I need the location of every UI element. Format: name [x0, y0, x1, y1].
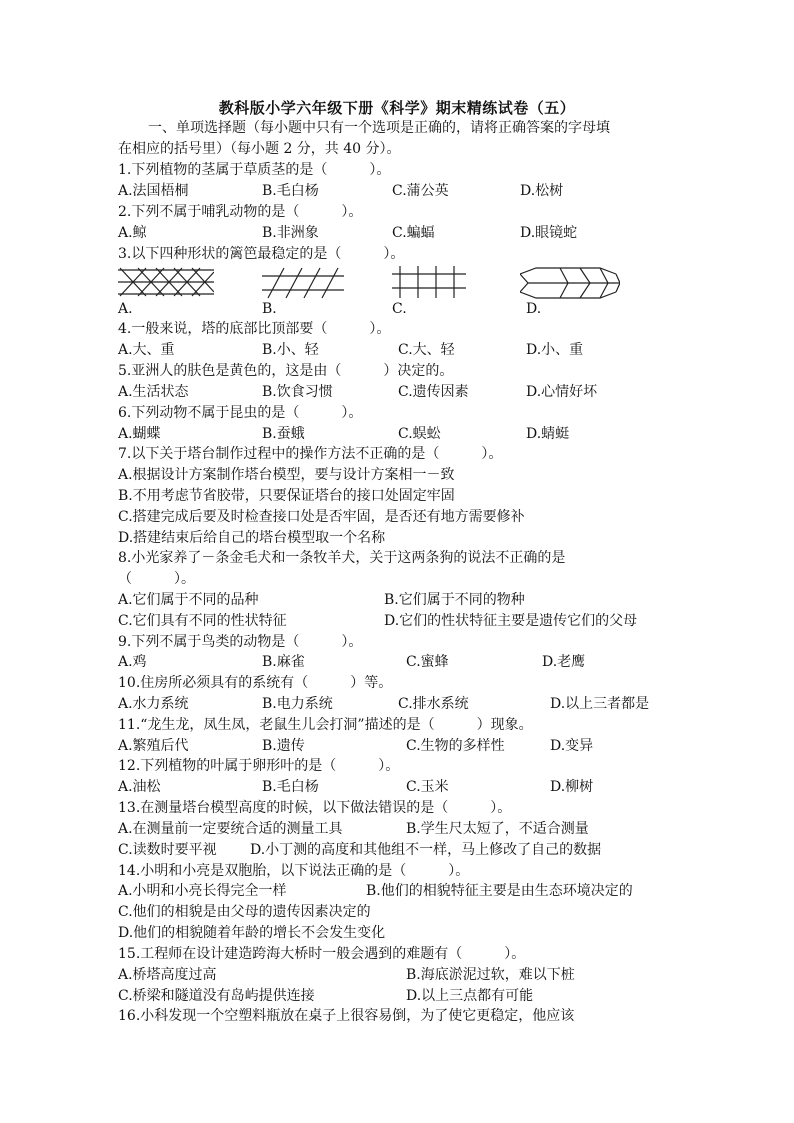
q12-option-c: C.玉米 [406, 779, 449, 795]
question-2-stem: 2.下列不属于哺乳动物的是（ ）。 [118, 204, 363, 220]
q9-option-d: D.老鹰 [542, 654, 586, 670]
fence-figure-a [118, 266, 214, 300]
q7-option-c: C.搭建完成后要及时检查接口处是否牢固，是否还有地方需要修补 [118, 509, 525, 525]
q3-option-b: B. [262, 301, 277, 317]
question-11-stem: 11.“龙生龙，凤生凤，老鼠生儿会打洞”描述的是（ ）现象。 [118, 717, 533, 733]
q5-option-c: C.遗传因素 [398, 384, 469, 400]
q7-option-b: B.不用考虑节省胶带，只要保证塔台的接口处固定牢固 [118, 488, 455, 504]
question-4-stem: 4.一般来说，塔的底部比顶部要（ ）。 [118, 321, 391, 337]
question-9-stem: 9.下列不属于鸟类的动物是（ ）。 [118, 634, 363, 650]
q1-option-b: B.毛白杨 [262, 183, 319, 199]
q5-option-d: D.心情好坏 [526, 384, 598, 400]
q14-option-a: A.小明和小亮长得完全一样 [118, 883, 287, 899]
q9-option-b: B.麻雀 [262, 654, 305, 670]
q14-option-d: D.他们的相貌随着年龄的增长不会发生变化 [118, 925, 386, 941]
q8-option-a: A.它们属于不同的品种 [118, 592, 259, 608]
q8-option-b: B.它们属于不同的物种 [384, 592, 525, 608]
section-instruction-line-2: 在相应的括号里）（每小题 2 分，共 40 分）。 [118, 141, 401, 157]
q4-option-c: C.大、轻 [398, 342, 455, 358]
q2-option-d: D.眼镜蛇 [520, 225, 578, 241]
q11-option-b: B.遗传 [262, 738, 305, 754]
q5-option-a: A.生活状态 [118, 384, 189, 400]
question-1-stem: 1.下列植物的茎属于草质茎的是（ ）。 [118, 162, 391, 178]
fence-figure-c [392, 266, 466, 300]
q13-option-c: C.读数时要平视 [118, 842, 217, 858]
question-3-stem: 3.以下四种形状的篱笆最稳定的是（ ）。 [118, 246, 405, 262]
q10-option-c: C.排水系统 [398, 696, 469, 712]
q7-option-a: A.根据设计方案制作塔台模型，要与设计方案相一－致 [118, 467, 455, 483]
q4-option-a: A.大、重 [118, 342, 175, 358]
q3-option-a: A. [118, 301, 133, 317]
page-title: 教科版小学六年级下册《科学》期末精练试卷（五） [218, 99, 576, 117]
q8-option-c: C.它们具有不同的性状特征 [118, 613, 287, 629]
fence-figure-d [520, 266, 620, 300]
q14-option-b: B.他们的相貌特征主要是由生态环境决定的 [366, 883, 633, 899]
q15-option-b: B.海底淤泥过软，难以下桩 [406, 967, 575, 983]
q10-option-d: D.以上三者都是 [550, 696, 650, 712]
q2-option-a: A.鲸 [118, 225, 147, 241]
q15-option-c: C.桥梁和隧道没有岛屿提供连接 [118, 988, 315, 1004]
q4-option-b: B.小、轻 [262, 342, 319, 358]
q6-option-a: A.蝴蝶 [118, 426, 161, 442]
q15-option-a: A.桥塔高度过高 [118, 967, 217, 983]
q13-option-d: D.小丁测的高度和其他组不一样，马上修改了自己的数据 [250, 842, 602, 858]
question-16-stem: 16.小科发现一个空塑料瓶放在桌子上很容易倒，为了使它更稳定，他应该 [118, 1008, 575, 1024]
question-5-stem: 5.亚洲人的肤色是黄色的，这是由（ ）决定的。 [118, 363, 454, 379]
question-12-stem: 12.下列植物的叶属于卵形叶的是（ ）。 [118, 758, 400, 774]
q8-option-d: D.它们的性状特征主要是遗传它们的父母 [384, 613, 638, 629]
q7-option-d: D.搭建结束后给自己的塔台模型取一个名称 [118, 530, 386, 546]
q3-option-c: C. [392, 301, 407, 317]
question-8-stem: 8.小光家养了－条金毛犬和一条牧羊犬，关于这两条狗的说法不正确的是 [118, 550, 566, 566]
q6-option-d: D.蜻蜓 [526, 426, 570, 442]
q6-option-c: C.蜈蚣 [398, 426, 441, 442]
q6-option-b: B.蚕蛾 [262, 426, 305, 442]
section-instruction-line-1: 一、单项选择题（每小题中只有一个选项是正确的，请将正确答案的字母填 [148, 120, 610, 136]
question-15-stem: 15.工程师在设计建造跨海大桥时一般会遇到的难题有（ ）。 [118, 946, 526, 962]
q5-option-b: B.饮食习惯 [262, 384, 333, 400]
q9-option-a: A.鸡 [118, 654, 147, 670]
q14-option-c: C.他们的相貌是由父母的遗传因素决定的 [118, 904, 371, 920]
fence-figure-b [262, 266, 344, 300]
q10-option-a: A.水力系统 [118, 696, 189, 712]
question-6-stem: 6.下列动物不属于昆虫的是（ ）。 [118, 405, 363, 421]
q11-option-a: A.繁殖后代 [118, 738, 189, 754]
q12-option-b: B.毛白杨 [262, 779, 319, 795]
q1-option-d: D.松树 [520, 183, 564, 199]
q1-option-c: C.蒲公英 [392, 183, 449, 199]
question-10-stem: 10.住房所必须具有的系统有（ ）等。 [118, 675, 393, 691]
q3-option-d: D. [526, 301, 542, 317]
question-13-stem: 13.在测量塔台模型高度的时候，以下做法错误的是（ ）。 [118, 800, 512, 816]
q11-option-d: D.变异 [550, 738, 594, 754]
question-8-stem-cont: （ ）。 [118, 571, 195, 587]
q15-option-d: D.以上三点都有可能 [406, 988, 534, 1004]
q11-option-c: C.生物的多样性 [406, 738, 505, 754]
q12-option-d: D.柳树 [550, 779, 594, 795]
q13-option-b: B.学生尺太短了，不适合测量 [406, 821, 589, 837]
q2-option-c: C.蝙蝠 [392, 225, 435, 241]
question-7-stem: 7.以下关于塔台制作过程中的操作方法不正确的是（ ）。 [118, 446, 503, 462]
q10-option-b: B.电力系统 [262, 696, 333, 712]
q1-option-a: A.法国梧桐 [118, 183, 189, 199]
q9-option-c: C.蜜蜂 [406, 654, 449, 670]
q4-option-d: D.小、重 [526, 342, 584, 358]
q2-option-b: B.非洲象 [262, 225, 319, 241]
q12-option-a: A.油松 [118, 779, 161, 795]
q13-option-a: A.在测量前一定要统合适的测量工具 [118, 821, 343, 837]
question-14-stem: 14.小明和小亮是双胞胎，以下说法正确的是（ ）。 [118, 863, 470, 879]
